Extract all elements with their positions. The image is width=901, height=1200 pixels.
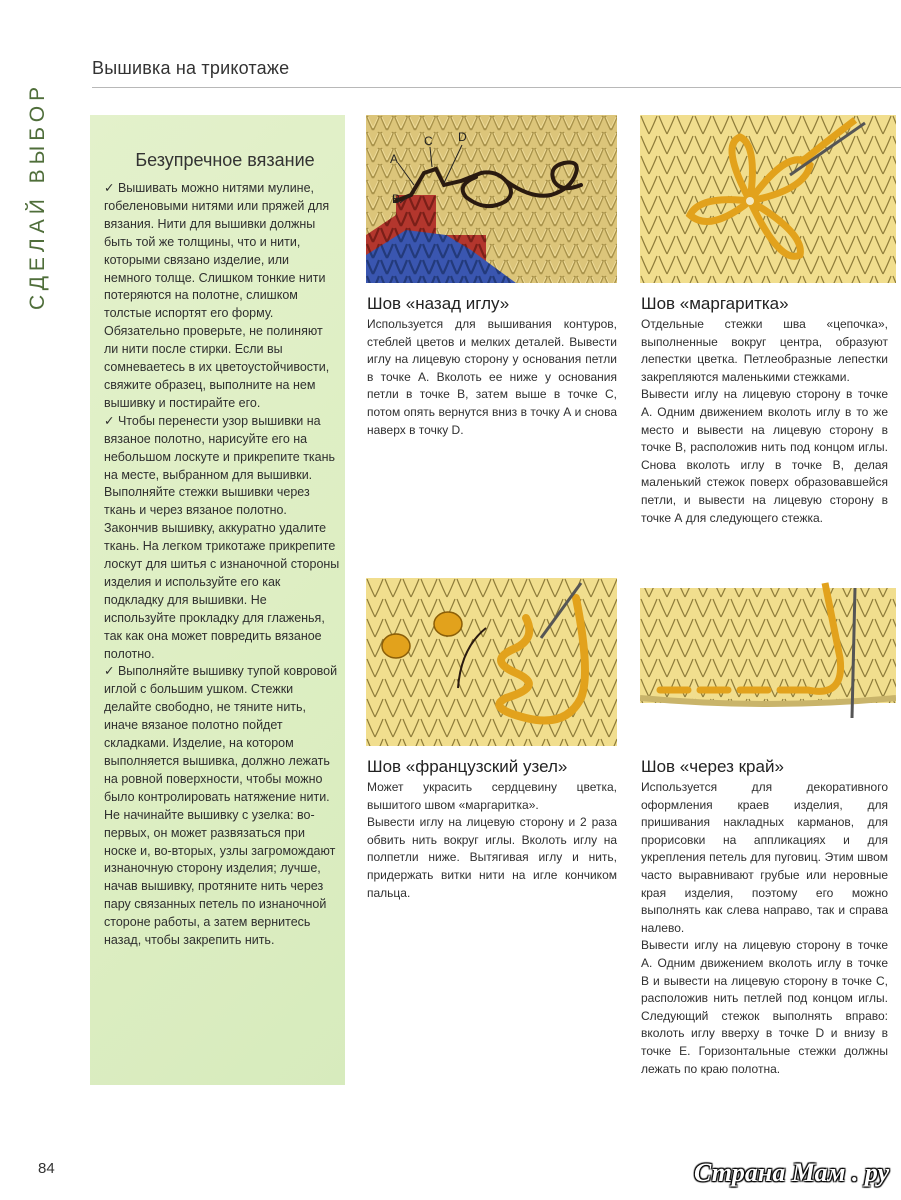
lazy-daisy-paragraph: Отдельные стежки шва «цепочка», выполненные вокруг центра, образуют лепестки цветка. Петлеобразные лепестки закрепляются маленькими стежками. [641, 317, 888, 384]
backstitch-description [367, 316, 617, 439]
header-rule [92, 87, 901, 88]
french-knot-title: Шов «французский узел» [367, 757, 568, 776]
tip-text [104, 180, 340, 950]
backstitch-title: Шов «назад иглу» [367, 294, 510, 313]
backstitch-figure [366, 115, 617, 283]
french-knot-illustration [366, 578, 617, 746]
lazy-daisy-paragraph: Вывести иглу на лицевую сторону в точке А. Одним движением вколоть иглу в то же место и вывести на лицевую сторону в точке В, расположив нить под концом иглы. Снова вколоть иглу в точке В, делая маленький стежок поверх образовавшейся петли, и вывести на лицевую сторону в точке А для следующего стежка. [641, 387, 888, 525]
overcast-illustration [640, 578, 896, 746]
tip-paragraph: ✓ Вышивать можно нитями мулине, гобеленовыми нитями или пряжей для вязания. Нити для вышивки должны быть той же толщины, что и нити, которыми связано изделие, или немного толще. Слишком тонкие нити потеряются на полотне, слишком толстые испортят его форму. Обязательно проверьте, не полиняют ли нити после стирки. Если вы сомневаетесь в их цветоустойчивости, свяжите образец, выполните на нем вышивку и постирайте его. [104, 181, 330, 410]
lazy-daisy-title: Шов «маргаритка» [641, 294, 789, 313]
french-knot-figure [366, 578, 617, 746]
label-b: B [392, 192, 401, 206]
page-number: 84 [38, 1160, 55, 1177]
tip-title: Безупречное вязание [135, 150, 315, 170]
watermark-logo: Страна Мам . ру [694, 1158, 890, 1187]
tip-paragraph: ✓ Выполняйте вышивку тупой ковровой иглой с большим ушком. Стежки делайте свободно, не тяните нить, иначе вязаное полотно пойдет складками. Изделие, на котором выполняется вышивка, должно лежать на ровной поверхности, чтобы можно было контролировать натяжение нити. Не начинайте вышивку с узелка: во-первых, он может развязаться при носке и, во-вторых, узлы загромождают изнаночную сторону изделия; лучше, начав вышивку, протяните нить через пару связанных петель по изнаночной стороне работы, а затем вернитесь назад, чтобы закрепить нить. [104, 664, 338, 948]
label-a: A [390, 152, 399, 166]
overcast-title: Шов «через край» [641, 757, 784, 776]
french-knot-paragraph: Вывести иглу на лицевую сторону и 2 раза обвить нить вокруг иглы. Вколоть иглу на полпетли ниже. Вытягивая иглу и нить, придержать витки нити на игле кончиком пальца. [367, 815, 617, 900]
backstitch-paragraph: Используется для вышивания контуров, стеблей цветов и мелких деталей. Вывести иглу на лицевую сторону у основания петли в точке А. Вколоть ее ниже у основания петли в точке В, затем выше в точке С, потом опять вернутся вниз в точку А и снова наверх в точку D. [367, 317, 617, 437]
overcast-figure [640, 578, 896, 746]
label-d: D [458, 130, 467, 144]
section-title: Вышивка на трикотаже [92, 58, 290, 78]
overcast-paragraph: Вывести иглу на лицевую сторону в точке А. Одним движением вколоть иглу в точке В и вывести на лицевую сторону в точке С, расположив нить петлей под концом иглы. Следующий стежок выполнять вправо: вколоть иглу вверху в точке D и внизу в точке Е. Горизонтальные стежки должны лежать по краю полотна. [641, 938, 888, 1076]
overcast-description [641, 779, 888, 1078]
lazy-daisy-figure [640, 115, 896, 283]
label-c: C [424, 134, 433, 148]
lazy-daisy-illustration [640, 115, 896, 283]
french-knot-paragraph: Может украсить сердцевину цветка, вышитого швом «маргаритка». [367, 780, 617, 812]
overcast-paragraph: Используется для декоративного оформления краев изделия, для пришивания накладных карманов, для прорисовки на аппликациях и для укрепления петель для пуговиц. Этим швом часто выравнивают грубые или неровные края изделия, поэтому его можно выполнять как слева направо, так и справа налево. [641, 780, 888, 935]
lazy-daisy-description [641, 316, 888, 527]
tip-paragraph: ✓ Чтобы перенести узор вышивки на вязаное полотно, нарисуйте его на небольшом лоскуте и прикрепите ткань на месте, выбранном для вышивки. Выполняйте стежки вышивки через ткань и через вязаное полотно. Закончив вышивку, аккуратно удалите ткань. На легком трикотаже прикрепите лоскут для шитья с изнаночной стороны изделия и используйте его как подкладку для вышивки. Не используйте прокладку для глаженья, так как она может повредить вязаное полотно. [104, 413, 340, 661]
backstitch-illustration [366, 115, 617, 283]
french-knot-description [367, 779, 617, 902]
chapter-title: СДЕЛАЙ ВЫБОР [26, 81, 49, 310]
